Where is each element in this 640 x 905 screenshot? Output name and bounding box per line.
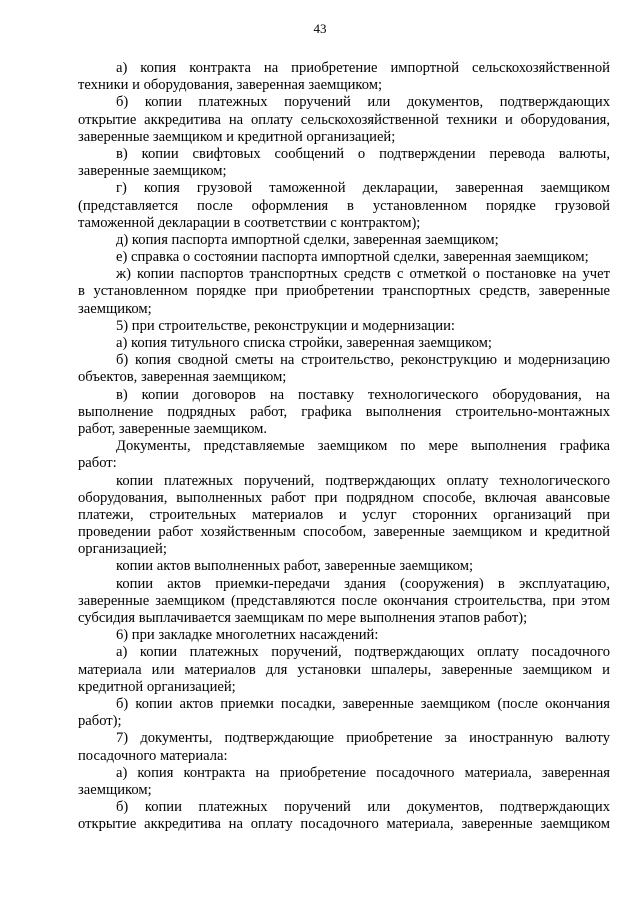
text-line: ж) копии паспортов транспортных средств с отметкой о постановке на учет [116,266,610,283]
text-line: материала или материалов для установки шпалеры, заверенные заемщиком и [78,661,610,678]
text-line: посадочного материала: [78,747,228,764]
paragraph [78,438,610,472]
paragraph [78,627,610,644]
paragraph [78,60,610,94]
text-line: организацией; [78,541,167,558]
text-line: выполнение подрядных работ, графика выполнения строительно-монтажных [78,403,610,420]
text-line: кредитной организацией; [78,678,236,695]
text-line: г) копия грузовой таможенной декларации, заверенная заемщиком [116,180,610,197]
text-line: заверенные заемщиком; [78,163,227,180]
text-line: техники и оборудования, заверенная заемщиком; [78,77,383,94]
text-line: в установленном порядке при приобретении транспортных средств, заверенные [78,283,610,300]
paragraph [78,558,610,575]
paragraph [78,473,610,559]
paragraph [78,799,610,833]
text-line: работ: [78,455,117,472]
text-line: 7) документы, подтверждающие приобретение за иностранную валюту [116,730,610,747]
text-line: копии актов выполненных работ, заверенные заемщиком; [116,558,474,575]
text-line: открытие аккредитива на оплату посадочного материала, заверенные заемщиком [78,816,610,833]
paragraph [78,696,610,730]
paragraph [78,387,610,439]
text-line: а) копии платежных поручений, подтверждающих оплату посадочного [116,644,610,661]
paragraph [78,644,610,696]
text-line: а) копия контракта на приобретение посадочного материала, заверенная [116,764,610,781]
paragraph [78,266,610,318]
text-line: (представляется после оформления в установленном порядке грузовой [78,197,610,214]
text-line: б) копия сводной сметы на строительство, реконструкцию и модернизацию [116,352,610,369]
text-line: заверенные заемщиком (представляются после окончания строительства, при этом [78,592,610,609]
paragraph [78,180,610,232]
text-line: копии платежных поручений, подтверждающих оплату технологического [116,472,610,489]
text-line: д) копия паспорта импортной сделки, заверенная заемщиком; [116,231,499,248]
paragraph [78,352,610,386]
text-line: е) справка о состоянии паспорта импортной сделки, заверенная заемщиком; [116,249,589,266]
text-line: проведении работ хозяйственным способом, заверенные заемщиком и кредитной [78,524,610,541]
page-number: 43 [313,21,327,36]
text-line: работ); [78,713,122,730]
paragraph [78,765,610,799]
document-body [78,60,610,833]
text-line: заемщиком; [78,300,152,317]
paragraph [78,232,610,249]
text-line: а) копия контракта на приобретение импортной сельскохозяйственной [116,60,610,76]
text-line: 5) при строительстве, реконструкции и модернизации: [116,317,455,334]
text-line: оборудования, выполненных работ при подрядном способе, включая авансовые [78,489,610,506]
paragraph [78,730,610,764]
text-line: 6) при закладке многолетних насаждений: [116,627,379,644]
text-line: заверенные заемщиком и кредитной организацией; [78,128,396,145]
text-line: субсидия выплачивается заемщикам по мере выполнения этапов работ); [78,610,528,626]
paragraph [78,249,610,266]
text-line: а) копия титульного списка стройки, заверенная заемщиком; [116,335,492,351]
text-line: работ, заверенные заемщиком. [78,420,267,437]
paragraph [78,94,610,146]
text-line: б) копии платежных поручений или документов, подтверждающих [116,94,610,111]
text-line: объектов, заверенная заемщиком; [78,369,287,386]
text-line: в) копии договоров на поставку технологического оборудования, на [116,386,610,403]
text-line: платежи, строительных материалов и услуг сторонних организаций при [78,506,610,523]
paragraph [78,318,610,335]
text-line: б) копии актов приемки посадки, заверенные заемщиком (после окончания [116,695,610,712]
paragraph [78,335,610,352]
text-line: в) копии свифтовых сообщений о подтверждении перевода валюты, [116,145,610,162]
text-line: б) копии платежных поручений или документов, подтверждающих [116,799,610,816]
paragraph [78,576,610,628]
paragraph [78,146,610,180]
text-line: открытие аккредитива на оплату сельскохозяйственной техники и оборудования, [78,111,610,128]
text-line: заемщиком; [78,781,152,798]
text-line: таможенной декларации в соответствии с контрактом); [78,214,421,231]
text-line: Документы, представляемые заемщиком по мере выполнения графика [116,438,610,455]
text-line: копии актов приемки-передачи здания (сооружения) в эксплуатацию, [116,575,610,592]
